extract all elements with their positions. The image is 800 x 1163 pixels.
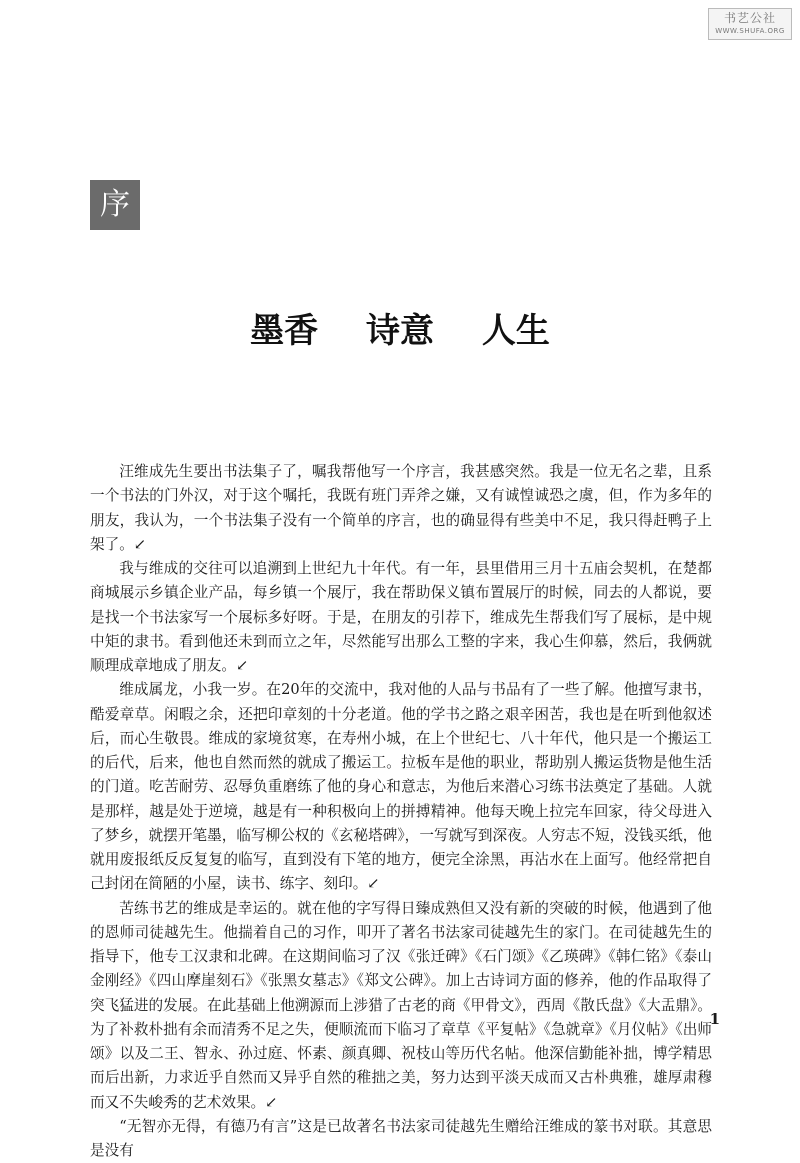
watermark-url-text: WWW.SHUFA.ORG — [715, 27, 785, 35]
page-title — [0, 306, 800, 356]
title-part-2: 诗意 — [366, 311, 434, 351]
title-part-3: 人生 — [481, 311, 550, 351]
watermark-chinese-text: 书艺公社 — [723, 11, 776, 25]
paragraph: 我与维成的交往可以追溯到上世纪九十年代。有一年，县里借用三月十五庙会契机，在楚都商城展示乡镇企业产品，每乡镇一个展厅，我在帮助保义镇布置展厅的时候，同去的人都说，要是找一个书法家写一个展标多好呀。于是，在朋友的引荐下，维成先生帮我们写了展标，是中规中矩的隶书。看到他还未到而立之年，尽然能写出那么工整的字来，我心生仰慕，然后，我俩就顺理成章地成了朋友。↙ — [90, 560, 712, 674]
site-watermark-logo — [708, 8, 792, 40]
paragraph: 苦练书艺的维成是幸运的。就在他的字写得日臻成熟但又没有新的突破的时候，他遇到了他的恩师司徒越先生。他揣着自己的习作，叩开了著名书法家司徒越先生的家门。在司徒越先生的指导下，他专工汉隶和北碑。在这期间临习了汉《张迁碑》《石门颂》《乙瑛碑》《韩仁铭》《泰山金刚经》《四山摩崖刻石》《张黑女墓志》《郑文公碑》。加上古诗词方面的修养，他的作品取得了突飞猛进的发展。在此基础上他溯源而上涉猎了古老的商《甲骨文》，西周《散氏盘》《大盂鼎》。为了补救朴拙有余而清秀不足之失，便顺流而下临习了章草《平复帖》《急就章》《月仪帖》《出师颂》以及二王、智永、孙过庭、怀素、颜真卿、祝枝山等历代名帖。他深信勤能补拙，博学精思而后出新，力求近乎自然而又异乎自然的稚拙之美，努力达到平淡天成而又古朴典雅，雄厚肃穆而又不失峻秀的艺术效果。↙ — [90, 899, 712, 1111]
paragraph: “无智亦无得，有德乃有言”这是已故著名书法家司徒越先生赠给汪维成的篆书对联。其意思是没有 — [90, 1117, 712, 1159]
paragraph: 维成属龙，小我一岁。在20年的交流中，我对他的人品与书品有了一些了解。他擅写隶书，酷爱章草。闲暇之余，还把印章刻的十分老道。他的学书之路之艰辛困苦，我也是在听到他叙述后，而心生敬畏。维成的家境贫寒，在寿州小城，在上个世纪七、八十年代，他只是一个搬运工的后代，后来，他也自然而然的就成了搬运工。拉板车是他的职业，帮助别人搬运货物是他生活的门道。吃苦耐劳、忍辱负重磨练了他的身心和意志，为他后来潜心习练书法奠定了基础。人就是那样，越是处于逆境，越是有一种积极向上的拼搏精神。他每天晚上拉完车回家，待父母进入了梦乡，就摆开笔墨，临写柳公权的《玄秘塔碑》，一写就写到深夜。人穷志不短，没钱买纸，他就用废报纸反反复复的临写，直到没有下笔的地方，便完全涂黑，再沾水在上面写。他经常把自己封闭在简陋的小屋，读书、练字、刻印。↙ — [90, 681, 712, 893]
paragraph: 汪维成先生要出书法集子了，嘱我帮他写一个序言，我甚感突然。我是一位无名之辈，且系一个书法的门外汉，对于这个嘱托，我既有班门弄斧之嫌，又有诚惶诚恐之虞，但，作为多年的朋友，我认为，一个书法集子没有一个简单的序言，也的确显得有些美中不足，我只得赶鸭子上架了。↙ — [90, 463, 712, 553]
page-number: 1 — [709, 1010, 720, 1028]
title-part-1: 墨香 — [250, 311, 319, 351]
section-label-box: 序 — [90, 180, 140, 230]
body-text — [90, 460, 712, 1163]
